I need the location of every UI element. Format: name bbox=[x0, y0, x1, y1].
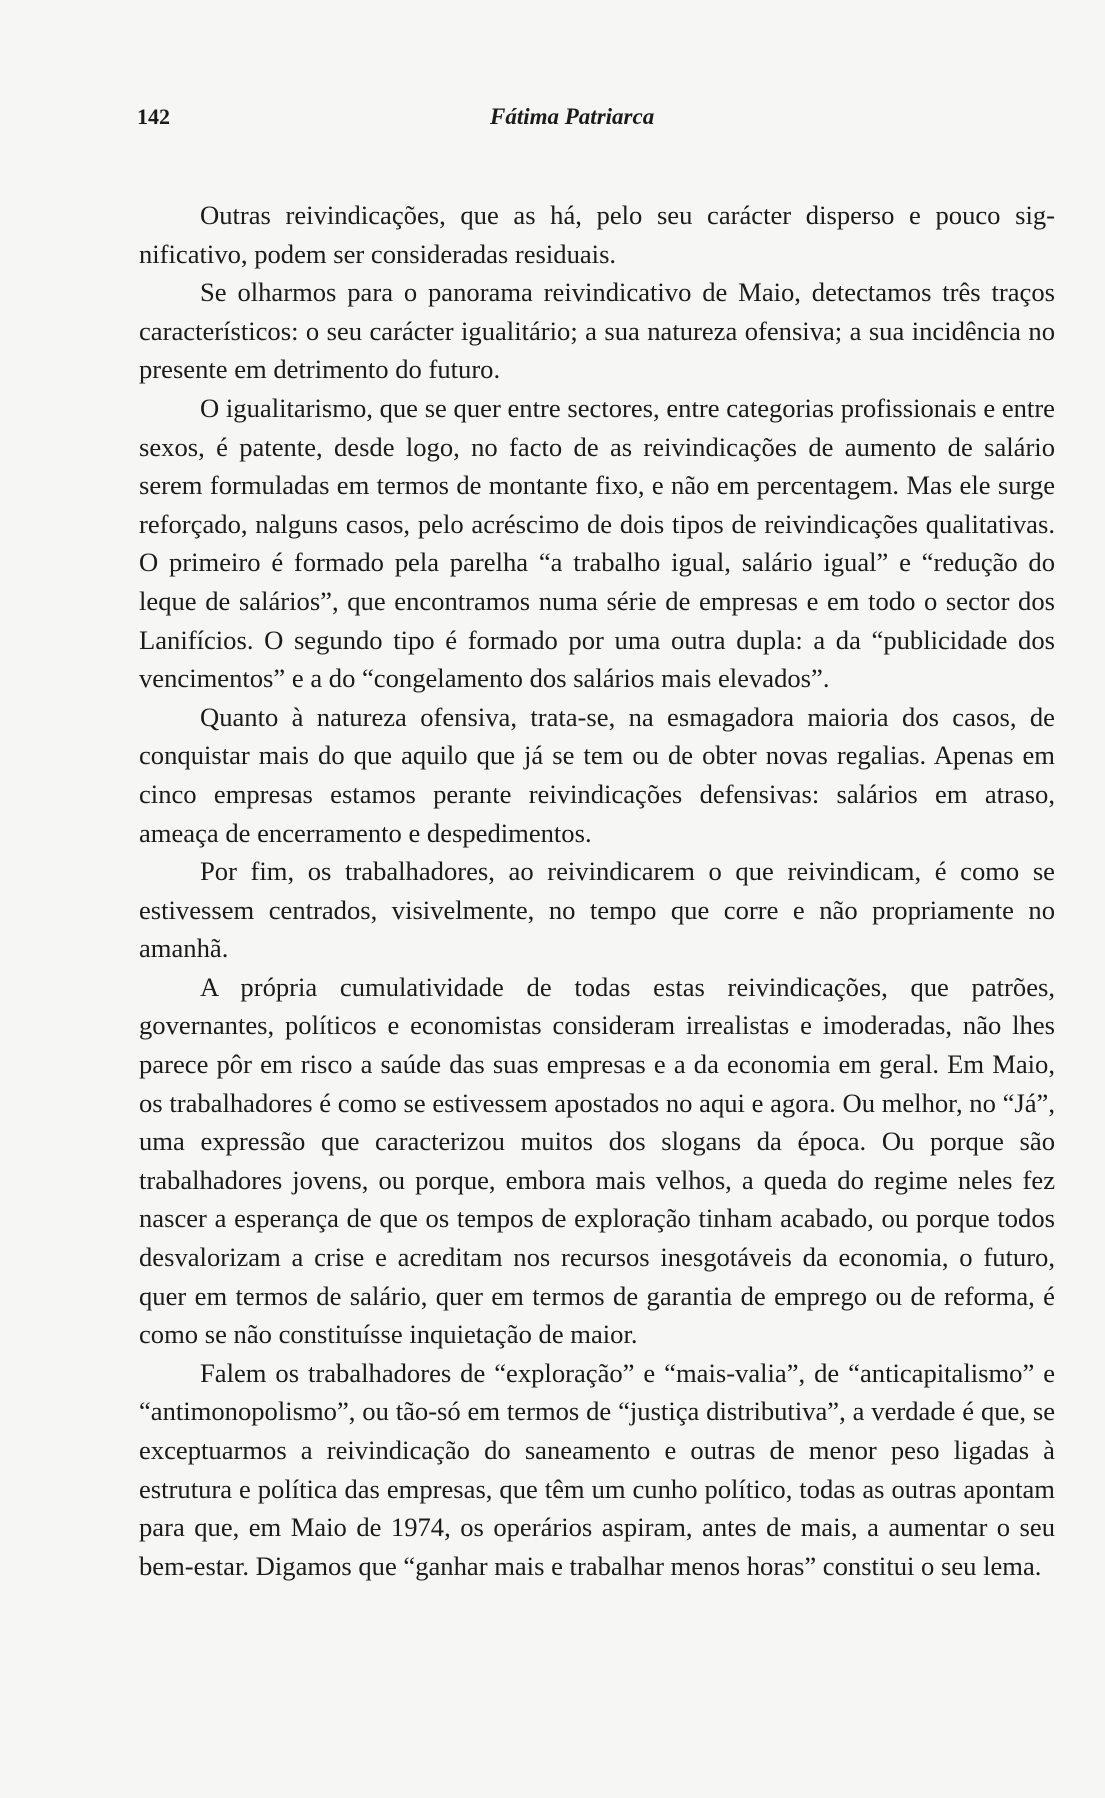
body-text bbox=[139, 196, 1055, 1585]
paragraph: Quanto à natureza ofensiva, trata-se, na esmagadora maioria dos casos, de conquistar mais do que aquilo que já se tem ou de obter novas regalias. Apenas em cinco empresas estamos perante reivindicações defensivas: salários em atraso, ameaça de encerramento e despedimentos. bbox=[139, 701, 1055, 848]
paragraph: A própria cumulatividade de todas estas reivindicações, que patrões, governantes, políticos e economistas consideram irrealistas e imoderadas, não lhes parece pôr em risco a saúde das suas empresas e a da economia em geral. Em Maio, os trabalhadores é como se estivessem apostados no aqui e agora. Ou melhor, no “Já”, uma expressão que caracterizou muitos dos slogans da época. Ou porque são trabalhadores jovens, ou porque, embora mais velhos, a queda do regime neles fez nascer a esperança de que os tempos de exploração tinham acabado, ou porque todos desvalorizam a crise e acreditam nos recursos inesgotáveis da economia, o futuro, quer em termos de salário, quer em termos de garantia de emprego ou de reforma, é como se não constituísse inquietação de maior. bbox=[139, 971, 1055, 1350]
page-number: 142 bbox=[137, 104, 170, 129]
running-title: Fátima Patriarca bbox=[490, 104, 655, 129]
page-header bbox=[137, 104, 967, 138]
paragraph: O igualitarismo, que se quer entre sectores, entre categorias profissionais e entre sexos, é patente, desde logo, no facto de as reivindicações de aumento de salário serem formuladas em termos de montante fixo, e não em percentagem. Mas ele surge reforçado, nalguns casos, pelo acréscimo de dois tipos de reivindicações qualitativas. O primeiro é formado pela parelha “a trabalho igual, salário igual” e “redução do leque de salários”, que encontramos numa série de empresas e em todo o sector dos Lanifícios. O segundo tipo é formado por uma outra dupla: a da “publicidade dos vencimentos” e a do “congelamento dos salários mais elevados”. bbox=[139, 392, 1055, 694]
paragraph: Por fim, os trabalhadores, ao reivindicarem o que reivindicam, é como se estivessem centrados, visivelmente, no tempo que corre e não propriamente no amanhã. bbox=[139, 856, 1055, 964]
paragraph: Outras reivindicações, que as há, pelo seu carácter disperso e pouco significativo, podem ser consideradas residuais. bbox=[139, 200, 1055, 269]
paragraph: Se olharmos para o panorama reivindicativo de Maio, detectamos três traços característicos: o seu carácter igualitário; a sua natureza ofensiva; a sua incidência no presente em detrimento do futuro. bbox=[139, 277, 1055, 385]
paragraph: Falem os trabalhadores de “exploração” e “mais-valia”, de “anticapitalismo” e “antimonopolismo”, ou tão-só em termos de “justiça distributiva”, a verdade é que, se exceptuarmos a reivindicação do saneamento e outras de menor peso ligadas à estrutura e política das empresas, que têm um cunho político, todas as outras apontam para que, em Maio de 1974, os operários aspiram, antes de mais, a aumentar o seu bem-estar. Digamos que “ganhar mais e trabalhar menos horas” constitui o seu lema. bbox=[139, 1357, 1055, 1581]
